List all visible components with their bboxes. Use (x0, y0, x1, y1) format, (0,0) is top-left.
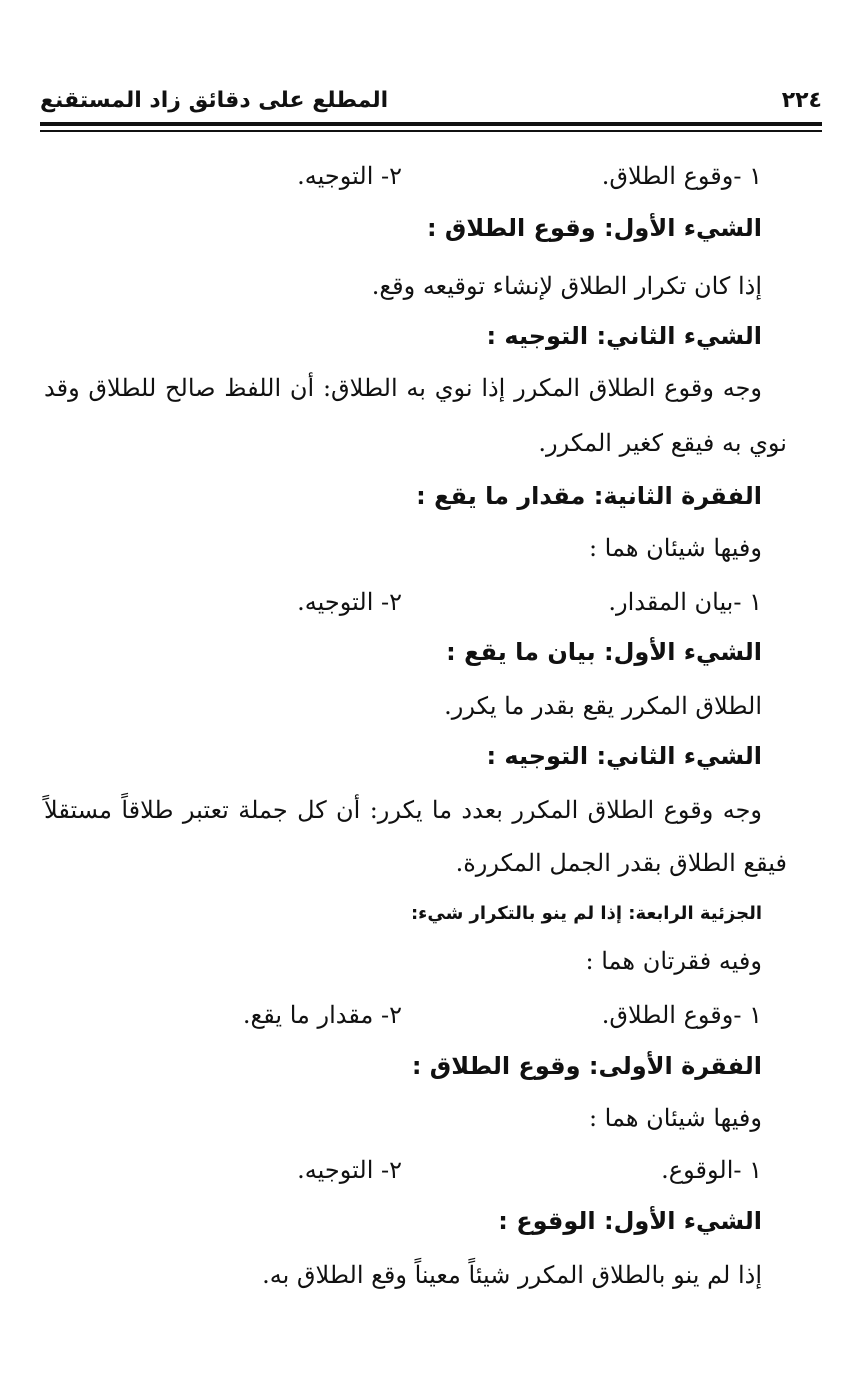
list-item: ٢- التوجيه. (297, 588, 402, 616)
header-rule-thin (40, 130, 822, 132)
subheading: الشيء الأول: بيان ما يقع : (446, 638, 762, 666)
running-title: المطلع على دقائق زاد المستقنع (40, 88, 389, 113)
paragraph-line: فيقع الطلاق بقدر الجمل المكررة. (455, 849, 787, 877)
subheading: الشيء الأول: وقوع الطلاق : (426, 214, 762, 242)
subheading: الفقرة الأولى: وقوع الطلاق : (411, 1052, 762, 1080)
subheading: الفقرة الثانية: مقدار ما يقع : (416, 482, 762, 510)
paragraph-line: وفيه فقرتان هما : (585, 947, 762, 975)
list-item: ٢- التوجيه. (297, 1156, 402, 1184)
paragraph-line: الطلاق المكرر يقع بقدر ما يكرر. (444, 692, 762, 720)
section-heading: الجزئية الرابعة: إذا لم ينو بالتكرار شيء: (410, 903, 762, 924)
paragraph-line: إذا لم ينو بالطلاق المكرر شيئاً معيناً وقع الطلاق به. (262, 1261, 762, 1289)
list-item: ٢- مقدار ما يقع. (242, 1001, 402, 1029)
subheading: الشيء الثاني: التوجيه : (486, 742, 762, 770)
paragraph-line: وجه وقوع الطلاق المكرر إذا نوي به الطلاق: أن اللفظ صالح للطلاق وقد (44, 374, 762, 402)
list-item: ١ -وقوع الطلاق. (601, 162, 762, 190)
paragraph-line: وجه وقوع الطلاق المكرر بعدد ما يكرر: أن كل جملة تعتبر طلاقاً مستقلاً (44, 796, 762, 824)
subheading: الشيء الثاني: التوجيه : (486, 322, 762, 350)
page-number: ٢٢٤ (781, 88, 822, 113)
list-item: ١ -وقوع الطلاق. (601, 1001, 762, 1029)
list-item: ١ -الوقوع. (661, 1156, 762, 1184)
list-item: ١ -بيان المقدار. (608, 588, 762, 616)
list-item: ٢- التوجيه. (297, 162, 402, 190)
paragraph-line: وفيها شيئان هما : (588, 534, 762, 562)
paragraph-line: نوي به فيقع كغير المكرر. (538, 429, 787, 457)
running-header (40, 86, 822, 120)
paragraph-line: وفيها شيئان هما : (588, 1104, 762, 1132)
paragraph-line: إذا كان تكرار الطلاق لإنشاء توقيعه وقع. (371, 272, 762, 300)
subheading: الشيء الأول: الوقوع : (498, 1207, 762, 1235)
header-rule-thick (40, 122, 822, 126)
